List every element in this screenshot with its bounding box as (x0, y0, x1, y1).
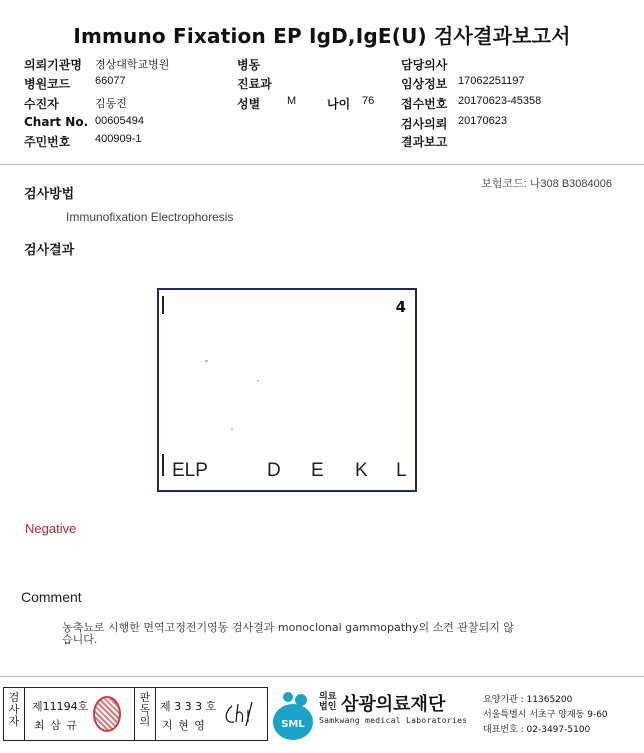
examiner-label-cell (4, 688, 25, 740)
org-code: 요양기관 : 11365200 (483, 695, 573, 705)
reviewer-signature (222, 700, 256, 728)
value-patient: 김동진 (95, 98, 127, 110)
comment-line-2: 습니다. (62, 633, 98, 646)
label-receipt-no: 접수번호 (401, 97, 448, 111)
method-heading: 검사방법 (24, 187, 75, 202)
label-request-date: 검사의뢰 (401, 117, 448, 131)
value-receipt-no: 20170623-45358 (458, 95, 542, 107)
value-request-date: 20170623 (458, 115, 507, 127)
comment-heading: Comment (21, 589, 82, 605)
signature-box (3, 687, 268, 741)
gel-speck (257, 380, 259, 382)
reviewer-label: 판독의 (139, 691, 151, 728)
result-interpretation: Negative (25, 521, 77, 536)
lane-label-d: D (267, 460, 281, 481)
label-age: 나이 (327, 97, 351, 111)
header-divider (0, 164, 644, 165)
gel-image (157, 288, 417, 492)
value-institution: 경상대학교병원 (95, 59, 170, 71)
logo-circle-icon (273, 704, 313, 740)
label-ward: 병동 (237, 58, 261, 72)
examiner-label: 검사자 (8, 691, 20, 728)
label-doctor: 담당의사 (401, 58, 448, 72)
result-heading: 검사결과 (24, 243, 75, 258)
report-title: Immuno Fixation EP IgD,IgE(U) 검사결과보고서 (73, 24, 571, 48)
value-clinical-info: 17062251197 (458, 75, 525, 87)
org-logo (271, 690, 315, 742)
gel-corner-mark (162, 296, 164, 314)
examiner-name: 최 삼 규 (34, 719, 78, 732)
examiner-seal-stamp (93, 696, 121, 732)
label-chart-no: Chart No. (24, 115, 89, 129)
gel-speck (205, 360, 208, 362)
label-institution: 의뢰기관명 (24, 58, 82, 72)
lane-label-elp: ELP (172, 460, 208, 481)
org-name: 삼광의료재단 (341, 694, 446, 715)
label-clinical-info: 임상정보 (401, 77, 448, 91)
value-resident-no: 400909-1 (95, 133, 142, 145)
label-sex: 성별 (237, 97, 261, 111)
logo-text: SML (281, 719, 305, 730)
org-phone: 대표번호 : 02-3497-5100 (483, 725, 591, 735)
value-hospital-code: 66077 (95, 75, 126, 87)
gel-lane-mark (162, 454, 164, 476)
value-age: 76 (362, 95, 375, 107)
lane-label-e: E (311, 460, 324, 481)
footer-divider (0, 676, 644, 677)
gel-number: 4 (395, 298, 406, 316)
label-report-date: 결과보고 (401, 135, 448, 149)
reviewer-license-no: 제 3 3 3 호 (160, 700, 217, 713)
reviewer-name: 지 현 영 (162, 719, 206, 732)
lane-label-k: K (355, 460, 368, 481)
comment-line-1: 농축뇨로 시행한 면역고정전기영동 검사결과 monoclonal gammopathy의 소견 관찰되지 않 (62, 621, 515, 634)
examiner-license-no: 제11194호 (32, 700, 89, 713)
org-address: 서울특별시 서초구 양재동 9-60 (483, 710, 608, 720)
gel-speck (231, 428, 233, 430)
logo-dot-icon (283, 692, 293, 702)
label-patient: 수진자 (24, 97, 59, 111)
org-english-name: Samkwang medical Laboratories (319, 716, 468, 725)
label-department: 진료과 (237, 77, 272, 91)
label-hospital-code: 병원코드 (24, 77, 71, 91)
org-prefix: 의료법인 (319, 692, 337, 712)
value-sex: M (287, 95, 297, 107)
lane-label-l: L (396, 460, 407, 481)
value-chart-no: 00605494 (95, 115, 144, 127)
method-text: Immunofixation Electrophoresis (66, 210, 234, 224)
insurance-code: 보험코드: 나308 B3084006 (481, 178, 612, 190)
label-resident-no: 주민번호 (24, 135, 71, 149)
reviewer-label-cell (134, 688, 156, 740)
